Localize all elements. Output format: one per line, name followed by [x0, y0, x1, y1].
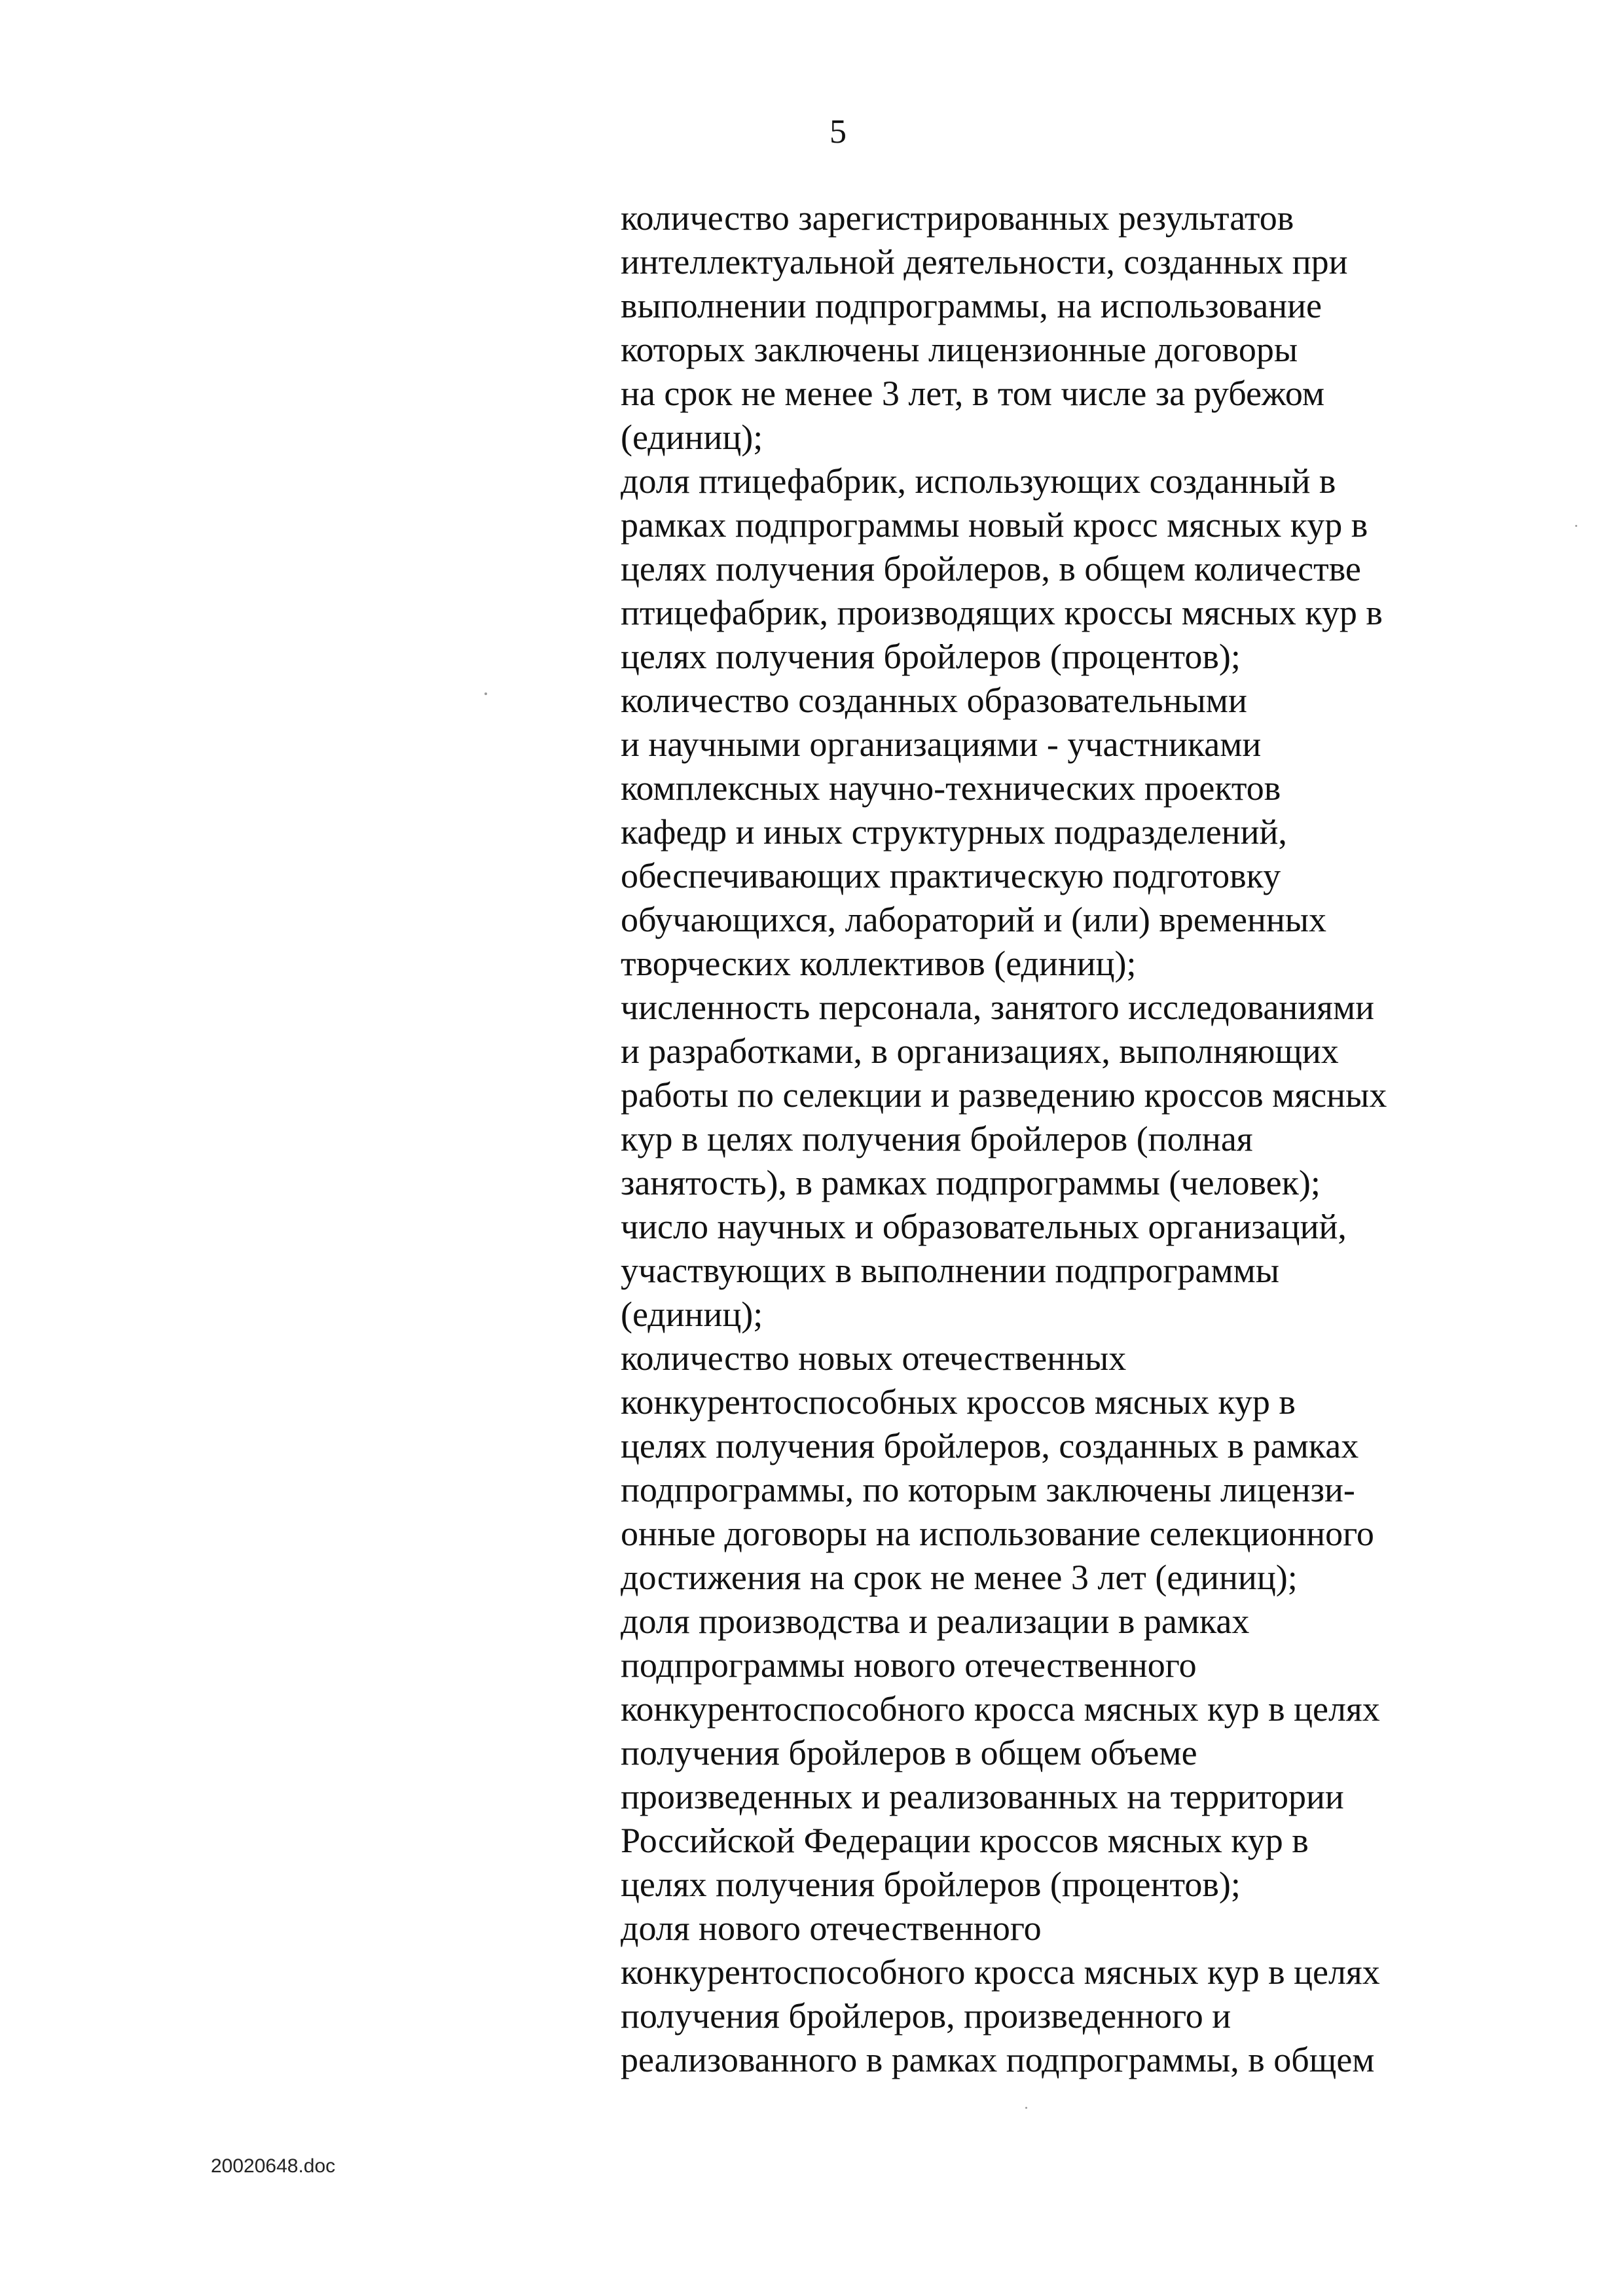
text-line: занятость), в рамках подпрограммы (человек);	[621, 1163, 1321, 1202]
text-line: целях получения бройлеров (процентов);	[621, 1865, 1241, 1904]
text-line: достижения на срок не менее 3 лет (единиц);	[621, 1558, 1298, 1597]
scan-speck	[1025, 2107, 1027, 2109]
text-line: целях получения бройлеров (процентов);	[621, 637, 1241, 676]
body-text	[621, 196, 1485, 2082]
scan-speck	[1575, 525, 1577, 527]
text-line: и научными организациями - участниками	[621, 725, 1262, 764]
text-line: участвующих в выполнении подпрограммы	[621, 1251, 1280, 1290]
text-line: число научных и образовательных организаций,	[621, 1207, 1347, 1246]
text-line: получения бройлеров в общем объеме	[621, 1733, 1197, 1772]
text-line: реализованного в рамках подпрограммы, в общем	[621, 2040, 1375, 2079]
text-line: доля птицефабрик, использующих созданный в	[621, 461, 1336, 501]
text-line: рамках подпрограммы новый кросс мясных кур в	[621, 505, 1368, 545]
text-line: и разработками, в организациях, выполняющих	[621, 1031, 1339, 1071]
text-line: онные договоры на использование селекционного	[621, 1514, 1374, 1553]
text-line: количество зарегистрированных результатов	[621, 198, 1294, 238]
text-line: на срок не менее 3 лет, в том числе за рубежом	[621, 374, 1325, 413]
text-line: количество новых отечественных	[621, 1338, 1127, 1378]
text-line: (единиц);	[621, 418, 763, 457]
text-line: комплексных научно-технических проектов	[621, 768, 1281, 808]
text-line: конкурентоспособных кроссов мясных кур в	[621, 1382, 1296, 1422]
text-line: целях получения бройлеров, созданных в рамках	[621, 1426, 1359, 1465]
text-line: птицефабрик, производящих кроссы мясных кур в	[621, 593, 1383, 632]
footer-file-code: 20020648.doc	[211, 2155, 336, 2177]
text-line: работы по селекции и разведению кроссов мясных	[621, 1075, 1387, 1115]
text-line: интеллектуальной деятельности, созданных при	[621, 242, 1348, 281]
text-line: конкурентоспособного кросса мясных кур в целях	[621, 1952, 1380, 1992]
page-number: 5	[830, 113, 847, 151]
text-line: подпрограммы нового отечественного	[621, 1645, 1197, 1685]
text-line: (единиц);	[621, 1295, 763, 1334]
text-line: численность персонала, занятого исследованиями	[621, 988, 1375, 1027]
text-line: обучающихся, лабораторий и (или) временных	[621, 900, 1327, 939]
text-line: доля производства и реализации в рамках	[621, 1602, 1250, 1641]
scan-speck	[484, 692, 487, 695]
text-line: целях получения бройлеров, в общем количестве	[621, 549, 1361, 588]
text-line: творческих коллективов (единиц);	[621, 944, 1137, 983]
text-line: подпрограммы, по которым заключены лицензи-	[621, 1470, 1355, 1509]
text-line: получения бройлеров, произведенного и	[621, 1996, 1231, 2036]
text-line: количество созданных образовательными	[621, 681, 1247, 720]
text-line: обеспечивающих практическую подготовку	[621, 856, 1281, 895]
text-line: произведенных и реализованных на территории	[621, 1777, 1344, 1816]
text-line: кур в целях получения бройлеров (полная	[621, 1119, 1253, 1158]
text-line: которых заключены лицензионные договоры	[621, 330, 1298, 369]
text-line: Российской Федерации кроссов мясных кур в	[621, 1821, 1309, 1860]
text-line: выполнении подпрограммы, на использование	[621, 286, 1322, 325]
text-line: доля нового отечественного	[621, 1909, 1042, 1948]
text-line: конкурентоспособного кросса мясных кур в целях	[621, 1689, 1380, 1729]
text-line: кафедр и иных структурных подразделений,	[621, 812, 1287, 852]
